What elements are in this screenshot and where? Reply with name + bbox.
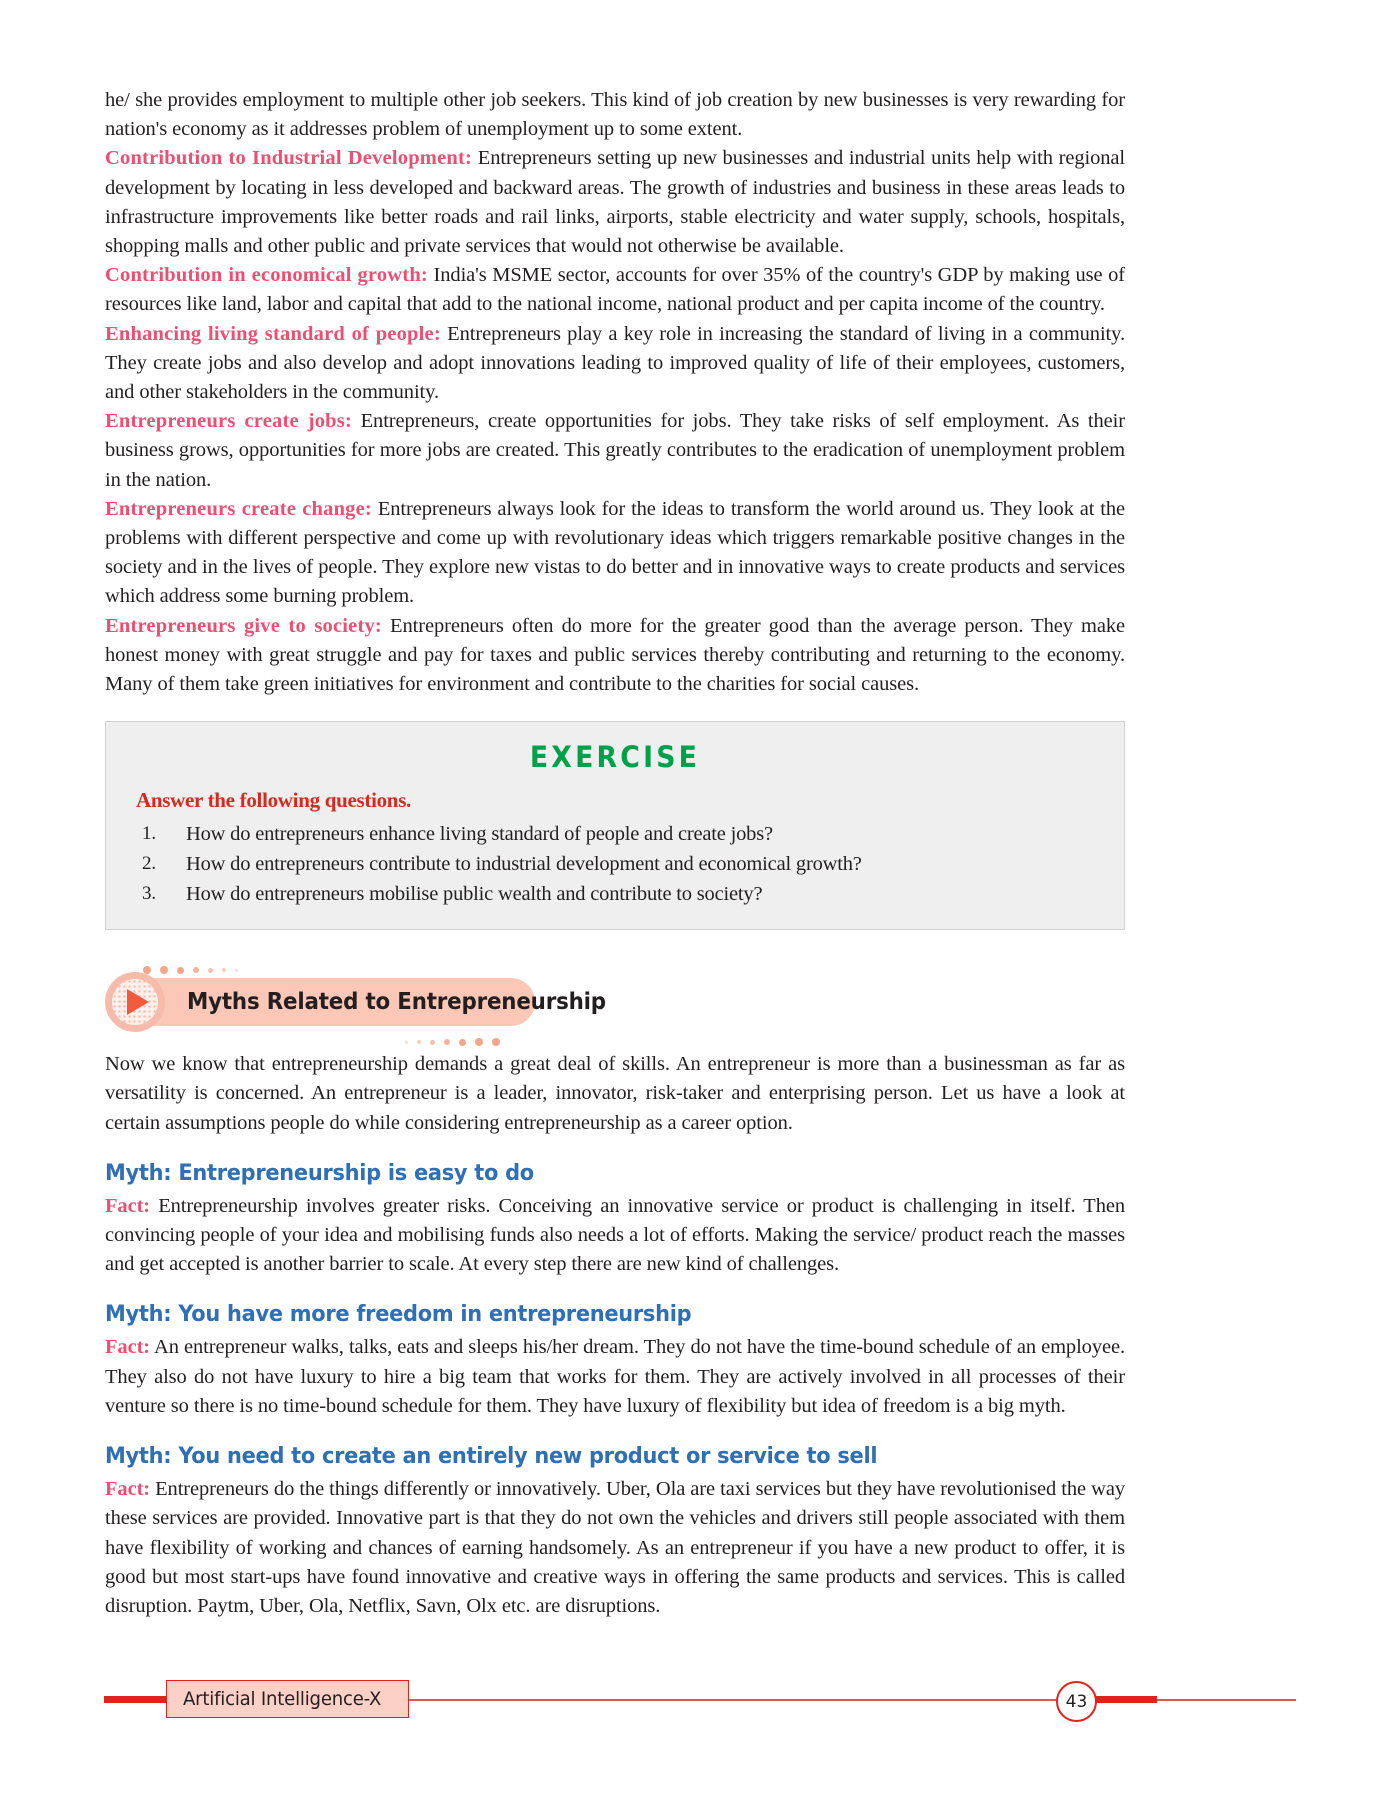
banner-dots-bottom-decoration <box>405 1038 500 1046</box>
paragraph-text: Entrepreneurship involves greater risks. Conceiving an innovative service or product is challenging in itself. Then convincing people of your idea and mobilising funds also needs a lot of efforts. Making the service/ product reach the masses and get accepted is another barrier to scale. At every step there are new kind of challenges. <box>105 1194 1125 1276</box>
myth-heading: Myth: You need to create an entirely new product or service to sell <box>105 1443 878 1470</box>
fact-paragraph <box>105 1333 1125 1421</box>
paragraph <box>105 320 1125 408</box>
exercise-subtitle: Answer the following questions. <box>136 788 412 813</box>
paragraph-lead-in: Entrepreneurs give to society: <box>105 614 382 637</box>
myth-heading: Myth: Entrepreneurship is easy to do <box>105 1159 534 1186</box>
play-icon <box>105 972 165 1032</box>
paragraph-text: Entrepreneurs setting up new businesses and industrial units help with regional development by locating in less developed and backward areas. The growth of industries and business in these areas leads to infrastructure improvements like better roads and rail links, airports, stable electricity and water supply, schools, hospitals, shopping malls and other public and private services that would not otherwise be available. <box>105 147 1126 258</box>
section-intro-paragraph <box>105 1050 1125 1138</box>
paragraph <box>105 407 1125 495</box>
paragraph-lead-in: Entrepreneurs create change: <box>105 497 372 520</box>
paragraph-text: Now we know that entrepreneurship demands a great deal of skills. An entrepreneur is more than a businessman as far as versatility is concerned. An entrepreneur is a leader, innovator, risk-taker and enterprising person. Let us have a look at certain assumptions people do while considering entrepreneurship as a career option. <box>105 1053 1125 1134</box>
play-triangle-icon <box>127 989 149 1015</box>
banner-dots-top-decoration <box>143 966 238 974</box>
paragraph <box>105 86 1125 144</box>
exercise-title: EXERCISE <box>529 740 701 775</box>
fact-lead-in: Fact: <box>105 1336 151 1359</box>
paragraph <box>105 261 1125 319</box>
footer-rule-left-cap <box>104 1696 166 1703</box>
paragraph-text: India's MSME sector, accounts for over 35% of the country's GDP by making use of resources like land, labor and capital that add to the national income, national product and per capita income of the country. <box>105 264 1126 316</box>
list-item: How do entrepreneurs mobilise public wealth and contribute to society? <box>186 883 763 906</box>
paragraph-lead-in: Entrepreneurs create jobs: <box>105 410 352 433</box>
fact-lead-in: Fact: <box>105 1194 151 1217</box>
fact-lead-in: Fact: <box>105 1478 151 1501</box>
play-icon-inner <box>112 979 158 1025</box>
fact-paragraph <box>105 1475 1125 1621</box>
paragraph-text: Entrepreneurs do the things differently or innovatively. Uber, Ola are taxi services but they have revolutionised the way these services are provided. Innovative part is that they do not own the vehicles and drivers still people associated with them have flexibility of working and chances of earning handsomely. As an entrepreneur if you have a new product to offer, it is good but most start-ups have found innovative and creative ways in offering the same products and services. This is called disruption. Paytm, Uber, Ola, Netflix, Savn, Olx etc. are disruptions. <box>105 1478 1125 1617</box>
paragraph-lead-in: Contribution to Industrial Development: <box>105 147 473 170</box>
paragraph-text: Entrepreneurs play a key role in increasing the standard of living in a community. They create jobs and also develop and adopt innovations leading to improved quality of life of their employees, customers, and other stakeholders in the community. <box>105 322 1125 404</box>
paragraph-text: Entrepreneurs, create opportunities for jobs. They take risks of self employment. As their business grows, opportunities for more jobs are created. This greatly contributes to the eradication of unemployment problem in the nation. <box>105 410 1125 491</box>
paragraph <box>105 495 1125 612</box>
paragraph-text: Entrepreneurs always look for the ideas to transform the world around us. They look at the problems with different perspective and come up with revolutionary ideas which triggers remarkable positive changes in the society and in the lives of people. They explore new vistas to do better and in innovative ways to create products and services which address some burning problem. <box>105 497 1125 608</box>
page-number: 43 <box>1065 1691 1088 1712</box>
section-banner-pill <box>123 978 606 1026</box>
page-number-badge <box>1056 1681 1097 1722</box>
myth-heading: Myth: You have more freedom in entrepreneurship <box>105 1301 692 1328</box>
paragraph-text: Entrepreneurs often do more for the greater good than the average person. They make honest money with great struggle and pay for taxes and public services thereby contributing and returning to the economy. Many of them take green initiatives for environment and contribute to the charities for social causes. <box>105 614 1125 696</box>
paragraph-lead-in: Enhancing living standard of people: <box>105 322 441 345</box>
section-banner-title: Myths Related to Entrepreneurship <box>187 989 606 1016</box>
list-item: How do entrepreneurs enhance living standard of people and create jobs? <box>186 823 773 846</box>
exercise-box <box>105 721 1125 930</box>
footer-book-tag <box>166 1680 409 1718</box>
footer-book-title: Artificial Intelligence-X <box>183 1688 382 1710</box>
paragraph-lead-in: Contribution in economical growth: <box>105 264 428 287</box>
paragraph <box>105 612 1125 700</box>
section-banner <box>105 966 1125 1050</box>
paragraph-text: An entrepreneur walks, talks, eats and sleeps his/her dream. They do not have the time-bound schedule of an employee. They also do not have luxury to hire a big team that works for them. They are actively involved in all processes of their venture so there is no time-bound schedule for them. They have luxury of flexibility but idea of freedom is a big myth. <box>105 1336 1125 1417</box>
footer-rule-right-cap <box>1093 1696 1157 1703</box>
list-item: How do entrepreneurs contribute to industrial development and economical growth? <box>186 853 862 876</box>
paragraph <box>105 144 1125 261</box>
exercise-question-list <box>124 819 1106 909</box>
fact-paragraph <box>105 1192 1125 1280</box>
page-footer <box>0 1660 1400 1730</box>
paragraph-text: he/ she provides employment to multiple other job seekers. This kind of job creation by new businesses is very rewarding for nation's economy as it addresses problem of unemployment up to some extent. <box>105 89 1125 141</box>
page-content <box>105 86 1125 1621</box>
